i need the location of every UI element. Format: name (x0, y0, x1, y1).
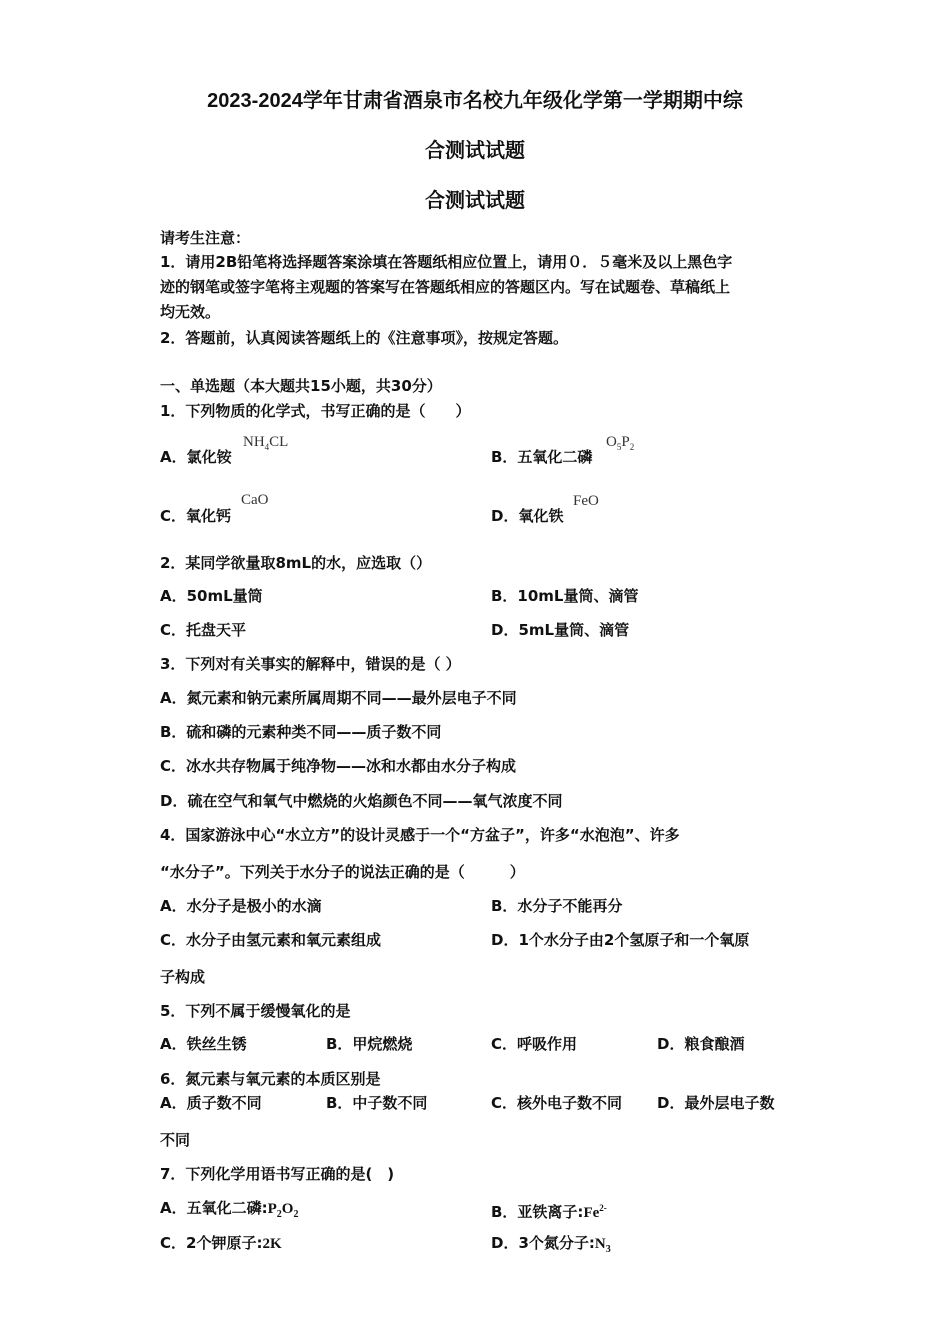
question-7-option-d: D．3个氮分子$:N_3$ (491, 1234, 611, 1255)
question-6-option-d-continued: 不同 (160, 1131, 191, 1149)
question-5-option-a: A．铁丝生锈 (160, 1035, 247, 1053)
question-4-stem-line1: 4．国家游泳中心“水立方”的设计灵感于一个“方盆子”，许多“水泡泡”、许多 (160, 826, 680, 844)
question-1-option-d-formula: FeO (573, 493, 599, 509)
question-1-stem: 1．下列物质的化学式，书写正确的是（ ） (160, 402, 471, 420)
question-6-option-b: B．中子数不同 (326, 1094, 428, 1112)
question-7-option-d-formula: $N_3$ (594, 1236, 611, 1255)
question-2-option-a: A．50mL量筒 (160, 587, 263, 605)
question-7-option-b: B．亚铁离子$:Fe^{2-}$ (491, 1203, 607, 1221)
question-4-option-c: C．水分子由氢元素和氧元素组成 (160, 931, 382, 949)
question-7-option-c-formula: 2K (262, 1236, 282, 1252)
question-1-option-a: A．氯化铵 (160, 448, 232, 466)
question-2-option-c: C．托盘天平 (160, 621, 247, 639)
section-heading: 一、单选题（本大题共15小题，共30分） (160, 377, 442, 395)
question-5-stem: 5．下列不属于缓慢氧化的是 (160, 1002, 351, 1020)
question-6-stem: 6．氮元素与氧元素的本质区别是 (160, 1070, 381, 1088)
question-7-option-b-formula: $Fe^{2-}$ (583, 1203, 607, 1221)
question-3-option-b: B．硫和磷的元素种类不同——质子数不同 (160, 723, 442, 741)
notice-item-1-line2: 迹的钢笔或签字笔将主观题的答案写在答题纸相应的答题区内。写在试题卷、草稿纸上 (160, 278, 731, 296)
question-1-option-c-formula: CaO (241, 492, 269, 508)
question-4-option-d-continued: 子构成 (160, 968, 206, 986)
notice-item-2: 2．答题前，认真阅读答题纸上的《注意事项》，按规定答题。 (160, 329, 568, 347)
exam-title-line1: 2023-2024学年甘肃省酒泉市名校九年级化学第一学期期中综 (207, 90, 743, 112)
question-1-option-b-formula: $O_5P_2$ (606, 434, 635, 452)
question-3-option-a: A．氮元素和钠元素所属周期不同——最外层电子不同 (160, 689, 517, 707)
exam-title-line3: 合测试试题 (425, 190, 525, 212)
question-7-option-a: A．五氧化二磷$:P_2O_2$ (160, 1199, 299, 1220)
question-2-stem: 2．某同学欲量取8mL的水，应选取（） (160, 554, 432, 572)
notice-item-1-line1: 1．请用2B铅笔将选择题答案涂填在答题纸相应位置上，请用０．５毫米及以上黑色字 (160, 253, 733, 271)
question-5-option-c: C．呼吸作用 (491, 1035, 578, 1053)
question-7-option-a-formula: $P_2O_2$ (267, 1201, 299, 1220)
question-7-option-c: C．2个钾原子:2K (160, 1234, 282, 1252)
exam-title-line2: 合测试试题 (425, 140, 525, 162)
question-2-option-b: B．10mL量筒、滴管 (491, 587, 639, 605)
notice-item-1-line3: 均无效。 (160, 303, 221, 321)
question-6-option-d: D．最外层电子数 (657, 1094, 775, 1112)
question-4-stem-line2: “水分子”。下列关于水分子的说法正确的是（ ） (160, 863, 525, 881)
question-1-option-c: C．氧化钙 (160, 507, 232, 525)
question-3-option-c: C．冰水共存物属于纯净物——冰和水都由水分子构成 (160, 757, 517, 775)
question-4-option-d: D．1个水分子由2个氢原子和一个氧原 (491, 931, 750, 949)
notice-heading: 请考生注意： (160, 229, 251, 247)
question-7-stem: 7．下列化学用语书写正确的是( ) (160, 1165, 395, 1183)
question-3-stem: 3．下列对有关事实的解释中，错误的是（ ） (160, 655, 461, 673)
question-6-option-c: C．核外电子数不同 (491, 1094, 623, 1112)
question-4-option-b: B．水分子不能再分 (491, 897, 623, 915)
question-3-option-d: D．硫在空气和氧气中燃烧的火焰颜色不同——氧气浓度不同 (160, 792, 563, 810)
question-1-option-a-formula: $NH_4CL$ (243, 434, 289, 452)
question-5-option-d: D．粮食酿酒 (657, 1035, 745, 1053)
question-1-option-b: B．五氧化二磷 (491, 448, 593, 466)
question-1-option-d: D．氧化铁 (491, 507, 564, 525)
question-5-option-b: B．甲烷燃烧 (326, 1035, 413, 1053)
question-6-option-a: A．质子数不同 (160, 1094, 262, 1112)
question-4-option-a: A．水分子是极小的水滴 (160, 897, 322, 915)
question-2-option-d: D．5mL量筒、滴管 (491, 621, 630, 639)
